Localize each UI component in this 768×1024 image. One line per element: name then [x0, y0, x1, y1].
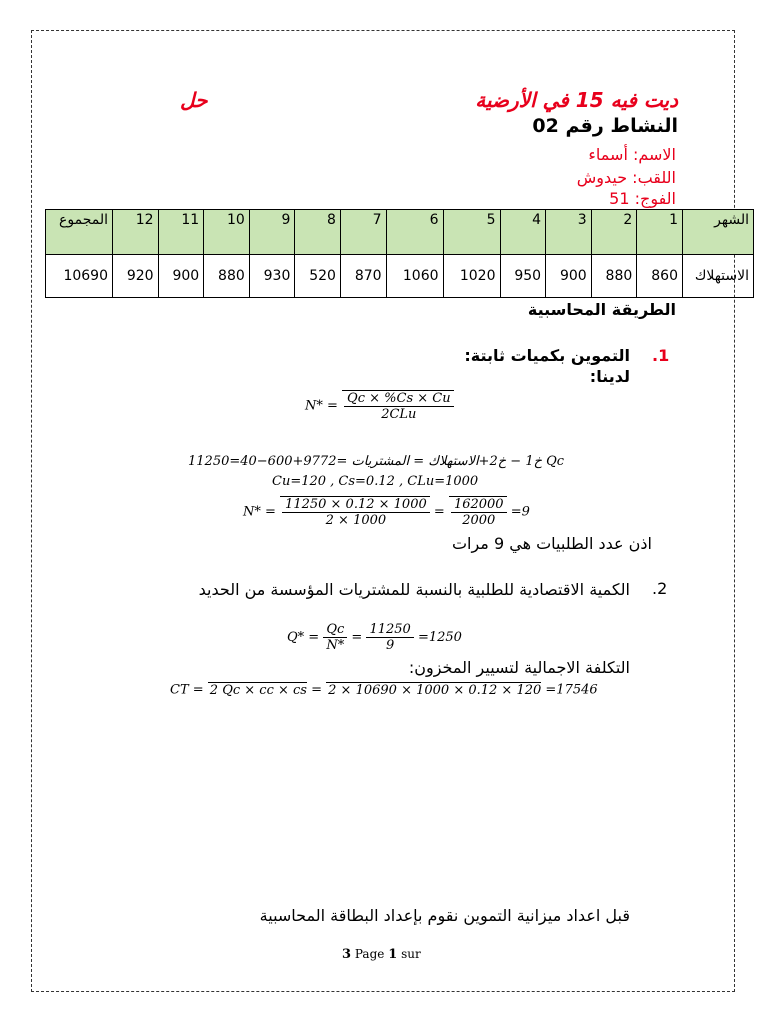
formula-result: =17546 — [545, 682, 598, 698]
formula-equals: = — [311, 682, 323, 698]
value-cell: 870 — [340, 255, 386, 298]
item1-title: التموين بكميات ثابتة: — [464, 346, 630, 365]
formula-lhs: Q* = — [287, 630, 320, 645]
page-footer — [342, 947, 421, 962]
month-cell: 7 — [340, 210, 386, 255]
total-header: المجموع — [46, 210, 113, 255]
table-row-consumption — [46, 255, 754, 298]
value-cell: 1020 — [443, 255, 500, 298]
student-group: الفوج: 51 — [609, 189, 676, 208]
formula-givens: Cu=120 , Cs=0.12 , CLu=1000 — [272, 474, 479, 489]
formula-denominator: 2000 — [462, 513, 496, 528]
sur-word: sur — [401, 947, 421, 961]
page-total: 3 — [342, 947, 352, 962]
formula-numerator: 11250 × 0.12 × 1000 — [282, 497, 430, 513]
formula-economic-quantity — [287, 622, 462, 653]
sqrt-symbol — [449, 496, 507, 528]
month-cell: 2 — [591, 210, 637, 255]
value-cell: 930 — [249, 255, 295, 298]
closing-sentence: قبل اعداد ميزانية التموين نقوم بإعداد البطاقة المحاسبية — [259, 906, 630, 925]
formula-lhs: N* = — [243, 504, 276, 520]
item2-number: .2 — [652, 579, 668, 598]
row-header-month: الشهر — [683, 210, 754, 255]
formula-order-count — [305, 390, 454, 422]
month-cell: 4 — [500, 210, 546, 255]
value-cell: 1060 — [386, 255, 443, 298]
page-word: Page — [354, 947, 385, 961]
month-cell: 8 — [295, 210, 341, 255]
total-cost-title: التكلفة الاجمالية لتسيير المخزون: — [408, 658, 630, 677]
sqrt-symbol — [342, 390, 454, 422]
item1-have: لدينا: — [589, 367, 630, 386]
activity-number: النشاط رقم 02 — [532, 115, 678, 137]
item1-conclusion: اذن عدد الطلبيات هي 9 مرات — [451, 534, 652, 553]
title-solution: حل — [180, 88, 208, 112]
formula-denominator: 2 × 1000 — [325, 513, 387, 528]
month-cell: 1 — [637, 210, 683, 255]
student-name: الاسم: أسماء — [588, 145, 676, 164]
formula-numerator: 11250 — [366, 622, 413, 638]
title-activity-subject: ديت فيه 15 في الأرضية — [475, 88, 678, 112]
month-cell: 9 — [249, 210, 295, 255]
formula-denominator: N* — [326, 638, 345, 653]
value-cell: 860 — [637, 255, 683, 298]
formula-order-count-calc — [243, 496, 530, 528]
month-cell: 6 — [386, 210, 443, 255]
table-row-months — [46, 210, 754, 255]
row-header-consumption: الاستهلاك — [683, 255, 754, 298]
month-cell: 3 — [546, 210, 592, 255]
consumption-table — [45, 209, 754, 298]
formula-numerator: 162000 — [451, 497, 507, 513]
student-surname: اللقب: حيدوش — [576, 168, 676, 187]
formula-denominator: 9 — [386, 638, 395, 653]
formula-radicand: 2 × 10690 × 1000 × 0.12 × 120 — [328, 683, 542, 698]
formula-result: =9 — [510, 504, 530, 520]
formula-result: =1250 — [417, 630, 462, 645]
formula-equals: = — [433, 504, 445, 520]
value-cell: 880 — [204, 255, 250, 298]
month-cell: 5 — [443, 210, 500, 255]
formula-radicand: 2 Qc × cc × cs — [209, 683, 307, 698]
formula-lhs: CT = — [170, 682, 204, 698]
method-title: الطريقة المحاسبية — [527, 300, 676, 319]
formula-purchases: 11250=40−600+9772= خ1 − خ2+الاستهلاك = المشتريات Qc — [188, 454, 565, 469]
value-cell: 900 — [546, 255, 592, 298]
formula-numerator: Qc × %Cs × Cu — [344, 391, 454, 407]
month-cell: 10 — [204, 210, 250, 255]
page-number: 1 — [388, 947, 398, 962]
formula-lhs: N* = — [305, 398, 338, 414]
value-cell: 920 — [113, 255, 159, 298]
value-cell: 880 — [591, 255, 637, 298]
value-cell: 520 — [295, 255, 341, 298]
total-value: 10690 — [46, 255, 113, 298]
month-cell: 12 — [113, 210, 159, 255]
item1-number: .1 — [652, 346, 670, 365]
value-cell: 900 — [158, 255, 204, 298]
formula-numerator: Qc — [323, 622, 347, 638]
formula-equals: = — [351, 630, 363, 645]
formula-denominator: 2CLu — [381, 407, 417, 422]
sqrt-symbol — [280, 496, 430, 528]
formula-total-cost — [170, 682, 598, 698]
value-cell: 950 — [500, 255, 546, 298]
item2-title: الكمية الاقتصادية للطلبية بالنسبة للمشتريات المؤسسة من الحديد — [198, 580, 630, 599]
month-cell: 11 — [158, 210, 204, 255]
